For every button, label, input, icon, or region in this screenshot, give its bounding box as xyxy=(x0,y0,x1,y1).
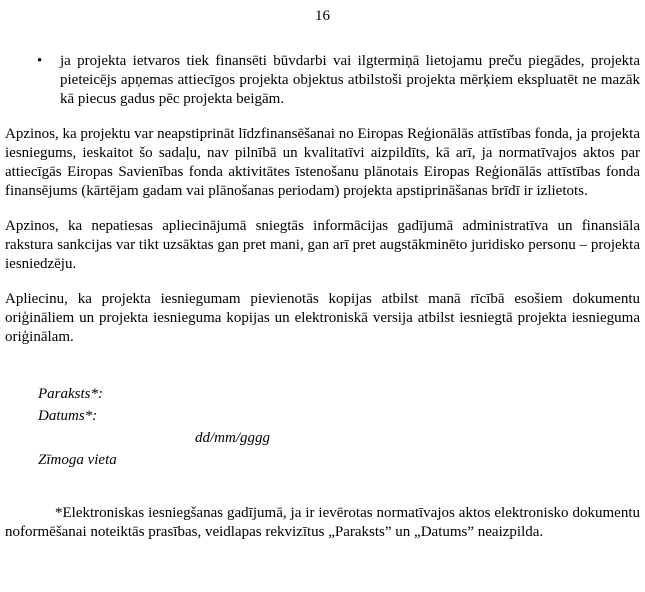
bullet-text: ja projekta ietvaros tiek finansēti būvdarbi vai ilgtermiņā lietojamu preču piegādes, projekta pieteicējs apņemas attiecīgos projekta objektus atbilstoši projekta mērķiem ekspluatēt ne mazāk kā piecus gadus pēc projekta beigām. xyxy=(60,53,640,107)
list-item xyxy=(35,52,640,109)
footnote: *Elektroniskas iesniegšanas gadījumā, ja ir ievērotas normatīvajos aktos elektronisko dokumentu noformēšanai noteiktās prasības, veidlapas rekvizītus „Paraksts” un „Datums” neaizpilda. xyxy=(5,505,640,540)
signature-datums-label: Datums*: xyxy=(38,408,98,424)
bullet-icon: • xyxy=(37,53,43,69)
bullet-list xyxy=(35,52,640,109)
paragraph-apzinos-sankcijas: Apzinos, ka nepatiesas apliecinājumā sniegtās informācijas gadījumā administratīva un finansiāla rakstura sankcijas var tikt uzsāktas gan pret mani, gan arī pret augstākminēto juridisko personu – projekta iesniedzēju. xyxy=(5,218,640,272)
signature-date-format: dd/mm/gggg xyxy=(195,430,270,446)
paragraph-apzinos-fonds: Apzinos, ka projektu var neapstiprināt līdzfinansēšanai no Eiropas Reģionālās attīstības fonda, ja projekta iesniegums, ieskaitot šo sadaļu, nav pilnībā un kvalitatīvi aizpildīts, kā arī, ja normatīvajos aktos par attiecīgās Eiropas Savienības fonda aktivitātes īstenošanu plānotais Eiropas Reģionālās attīstības fonda finansējums (kārtējam gadam vai plānošanas periodam) projekta apstiprināšanas brīdī ir izlietots. xyxy=(5,126,640,199)
page-number: 16 xyxy=(315,8,330,24)
signature-paraksts-label: Paraksts*: xyxy=(38,386,103,402)
signature-zimoga-label: Zīmoga vieta xyxy=(38,452,117,468)
paragraph-apliecinu-kopijas: Apliecinu, ka projekta iesniegumam pievienotās kopijas atbilst manā rīcībā esošiem dokumentu oriģināliem un projekta iesnieguma kopijas un elektroniskā versija atbilst iesniegtā projekta iesnieguma oriģinālam. xyxy=(5,291,640,345)
signature-block xyxy=(38,383,640,471)
